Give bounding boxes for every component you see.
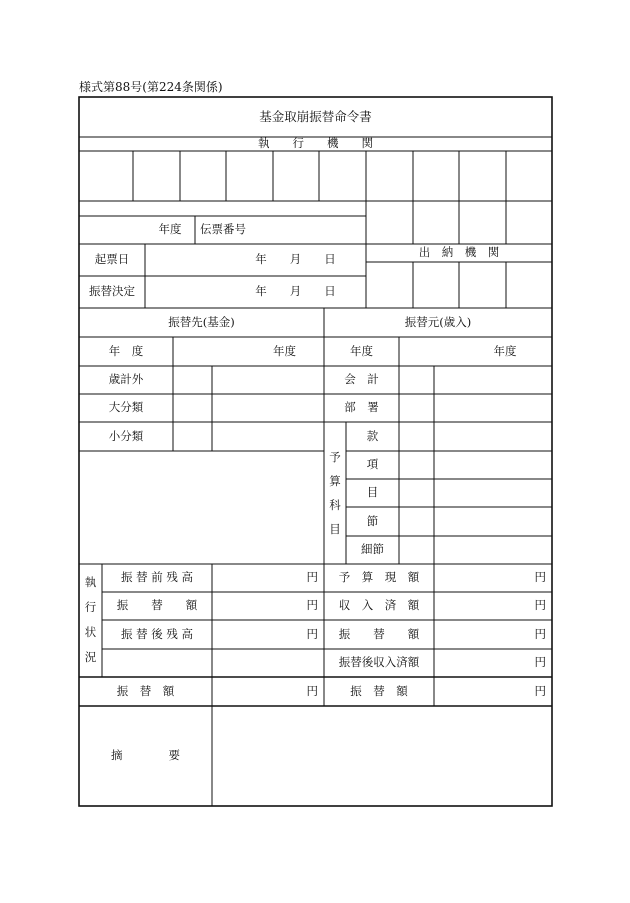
summary-field[interactable] — [212, 706, 552, 806]
status-left-label: 振 替 後 残 高 — [120, 626, 194, 641]
executing-agency-header: 執 行 機 関 — [258, 136, 373, 151]
total-transfer-left-label: 振 替 額 — [116, 683, 175, 698]
yen-unit: 円 — [306, 626, 318, 641]
status-right-label: 予 算 現 額 — [338, 570, 420, 585]
status-right-label: 収 入 済 額 — [338, 598, 420, 613]
yen-unit: 円 — [306, 570, 318, 585]
treasury-agency-header: 出 納 機 関 — [418, 245, 500, 260]
form-title: 基金取崩振替命令書 — [259, 108, 372, 124]
right-year-label: 年度 — [350, 343, 373, 358]
summary-label: 摘 要 — [111, 748, 180, 763]
yen-unit: 円 — [534, 598, 546, 613]
issue-date-value: 年 月 日 — [255, 252, 336, 267]
transfer-to-header: 振替先(基金) — [168, 314, 235, 329]
budget-category-char: 目 — [329, 522, 341, 537]
left-row-label: 大分類 — [108, 400, 144, 415]
status-right-label: 振替後収入済額 — [338, 655, 420, 670]
right-year-value: 年度 — [493, 343, 517, 358]
total-transfer-right-label: 振 替 額 — [350, 683, 408, 698]
left-row-label: 小分類 — [108, 428, 144, 443]
left-row-label: 歳計外 — [108, 372, 144, 387]
budget-item-label: 細節 — [361, 542, 384, 557]
yen-unit: 円 — [534, 570, 546, 585]
execution-status-label — [79, 570, 102, 670]
left-year-value: 年度 — [273, 343, 296, 358]
right-row-label: 部 署 — [344, 400, 379, 415]
yen-unit: 円 — [534, 626, 546, 641]
transfer-decision-label: 振替決定 — [89, 284, 135, 299]
budget-category-char: 算 — [329, 474, 341, 489]
status-right-label: 振 替 額 — [338, 626, 420, 641]
fiscal-year-label: 年度 — [158, 222, 182, 237]
execution-status-char: 行 — [84, 599, 97, 614]
issue-date-label: 起票日 — [94, 252, 130, 267]
budget-category-char: 科 — [329, 498, 341, 513]
yen-unit: 円 — [534, 655, 546, 670]
left-year-label: 年 度 — [108, 343, 144, 358]
form-number: 様式第88号(第224条関係) — [79, 80, 223, 94]
transfer-decision-value: 年 月 日 — [255, 284, 336, 299]
execution-status-char: 執 — [84, 574, 97, 589]
right-row-label: 会 計 — [344, 372, 379, 387]
status-left-label: 振 替 前 残 高 — [120, 570, 194, 585]
execution-status-char: 状 — [84, 624, 97, 639]
yen-unit: 円 — [306, 683, 318, 698]
budget-item-label: 目 — [366, 485, 379, 500]
budget-item-label: 項 — [366, 457, 379, 472]
transfer-from-header: 振替元(歳入) — [404, 314, 472, 329]
budget-category-label — [324, 446, 346, 542]
budget-item-label: 款 — [366, 428, 379, 443]
execution-status-char: 況 — [84, 649, 97, 664]
slip-number-label: 伝票番号 — [200, 222, 246, 237]
status-left-label: 振 替 額 — [116, 598, 198, 613]
yen-unit: 円 — [534, 683, 546, 698]
budget-item-label: 節 — [366, 513, 379, 528]
yen-unit: 円 — [306, 598, 318, 613]
budget-category-char: 予 — [329, 450, 341, 465]
